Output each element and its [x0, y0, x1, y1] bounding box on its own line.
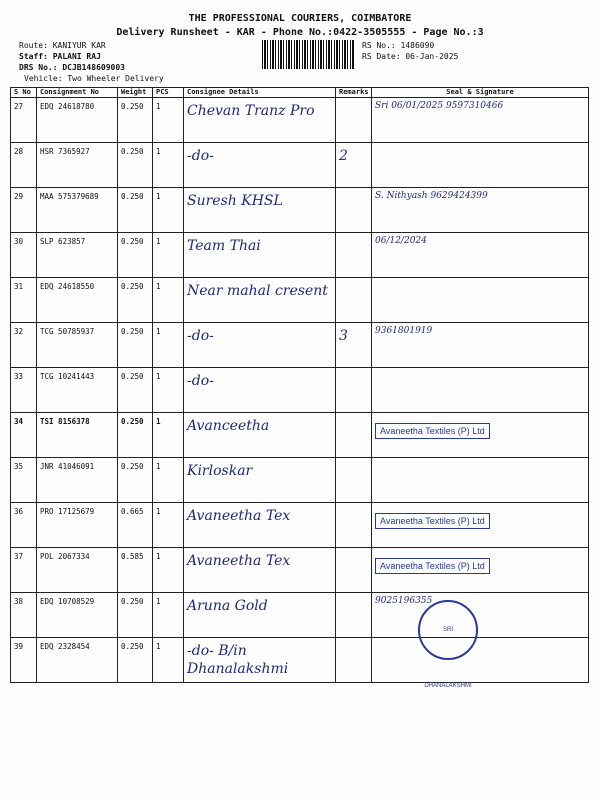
row-sno: 27 [11, 98, 37, 143]
row-pcs: 1 [153, 503, 184, 548]
row-pcs: 1 [153, 143, 184, 188]
row-signature [372, 548, 589, 593]
row-pcs: 1 [153, 638, 184, 683]
table-row [11, 278, 589, 323]
company-stamp: Avaneetha Textiles (P) Ltd [375, 513, 490, 529]
table-row [11, 548, 589, 593]
table-row [11, 233, 589, 278]
row-weight: 0.250 [118, 233, 153, 278]
row-pcs: 1 [153, 188, 184, 233]
row-pcs: 1 [153, 458, 184, 503]
row-sno: 37 [11, 548, 37, 593]
table-row [11, 503, 589, 548]
runsheet-subtitle: Delivery Runsheet - KAR - Phone No.:0422-3505555 - Page No.:3 [116, 27, 484, 38]
table-row [11, 413, 589, 458]
runsheet-table [10, 87, 589, 683]
row-pcs: 1 [153, 98, 184, 143]
table-row [11, 593, 589, 638]
row-weight: 0.585 [118, 548, 153, 593]
row-consignment-no: EDQ 10708529 [37, 593, 118, 638]
table-row [11, 458, 589, 503]
row-remarks [336, 503, 372, 548]
row-weight: 0.250 [118, 143, 153, 188]
row-remarks [336, 593, 372, 638]
row-remarks [336, 98, 372, 143]
row-consignment-no: TCG 10241443 [37, 368, 118, 413]
table-row [11, 98, 589, 143]
row-sno: 28 [11, 143, 37, 188]
row-remarks [336, 548, 372, 593]
row-weight: 0.250 [118, 413, 153, 458]
table-row [11, 368, 589, 413]
runsheet-title: THE PROFESSIONAL COURIERS, COIMBATORE [188, 13, 412, 24]
row-weight: 0.665 [118, 503, 153, 548]
row-remarks: 3 [336, 323, 372, 368]
row-pcs: 1 [153, 278, 184, 323]
row-sno: 38 [11, 593, 37, 638]
row-signature: S. Nithyash 9629424399 [372, 188, 589, 233]
row-consignee: -do- [184, 143, 336, 188]
row-pcs: 1 [153, 593, 184, 638]
row-weight: 0.250 [118, 188, 153, 233]
row-weight: 0.250 [118, 323, 153, 368]
row-signature [372, 368, 589, 413]
row-weight: 0.250 [118, 278, 153, 323]
row-signature: 9025196355 [372, 593, 589, 638]
staff-label: Staff: PALANI RAJ [19, 52, 101, 61]
row-signature [372, 278, 589, 323]
row-weight: 0.250 [118, 638, 153, 683]
row-sno: 33 [11, 368, 37, 413]
col-consignment: Consignment No [37, 88, 118, 98]
row-consignment-no: JNR 41046091 [37, 458, 118, 503]
row-pcs: 1 [153, 548, 184, 593]
row-consignment-no: SLP 623857 [37, 233, 118, 278]
row-consignment-no: PRO 17125679 [37, 503, 118, 548]
row-sno: 29 [11, 188, 37, 233]
row-sno: 30 [11, 233, 37, 278]
col-sno: S No [11, 88, 37, 98]
row-remarks [336, 458, 372, 503]
row-consignee: Avaneetha Tex [184, 503, 336, 548]
row-consignee: Avaneetha Tex [184, 548, 336, 593]
row-sno: 31 [11, 278, 37, 323]
row-consignment-no: HSR 7365927 [37, 143, 118, 188]
table-row [11, 323, 589, 368]
row-signature: 06/12/2024 [372, 233, 589, 278]
col-consignee: Consignee Details [184, 88, 336, 98]
row-weight: 0.250 [118, 458, 153, 503]
row-signature [372, 458, 589, 503]
row-signature [372, 413, 589, 458]
rs-number: RS No.: 1486090 [362, 41, 435, 50]
row-consignee: Near mahal cresent [184, 278, 336, 323]
row-remarks [336, 368, 372, 413]
row-signature: 9361801919 [372, 323, 589, 368]
row-consignee: Suresh KHSL [184, 188, 336, 233]
route-label: Route: KANIYUR KAR [19, 41, 106, 50]
row-remarks: 2 [336, 143, 372, 188]
col-remarks: Remarks [336, 88, 372, 98]
row-sno: 35 [11, 458, 37, 503]
row-remarks [336, 188, 372, 233]
row-consignee: Avanceetha [184, 413, 336, 458]
row-remarks [336, 413, 372, 458]
row-consignee: -do- B/in Dhanalakshmi [184, 638, 336, 683]
row-remarks [336, 233, 372, 278]
drs-label: DRS No.: DCJB148609003 [19, 63, 125, 72]
company-stamp: Avaneetha Textiles (P) Ltd [375, 423, 490, 439]
row-remarks [336, 278, 372, 323]
row-pcs: 1 [153, 233, 184, 278]
col-pcs: PCS [153, 88, 184, 98]
row-sno: 32 [11, 323, 37, 368]
row-pcs: 1 [153, 368, 184, 413]
row-consignment-no: TCG 50785937 [37, 323, 118, 368]
row-weight: 0.250 [118, 98, 153, 143]
row-consignee: Kirloskar [184, 458, 336, 503]
barcode [262, 40, 354, 69]
row-signature [372, 638, 589, 683]
row-sno: 36 [11, 503, 37, 548]
row-consignee: -do- [184, 323, 336, 368]
row-sno: 34 [11, 413, 37, 458]
table-row [11, 143, 589, 188]
row-pcs: 1 [153, 413, 184, 458]
col-signature: Seal & Signature [372, 88, 589, 98]
row-sno: 39 [11, 638, 37, 683]
row-consignee: Team Thai [184, 233, 336, 278]
row-remarks [336, 638, 372, 683]
row-consignment-no: EDQ 24618550 [37, 278, 118, 323]
row-weight: 0.250 [118, 593, 153, 638]
rs-date: RS Date: 06-Jan-2025 [362, 52, 459, 61]
col-weight: Weight [118, 88, 153, 98]
company-seal: SRI DHANALAKSHMI [418, 600, 478, 660]
row-signature [372, 503, 589, 548]
table-row [11, 188, 589, 233]
company-stamp: Avaneetha Textiles (P) Ltd [375, 558, 490, 574]
row-signature: Sri 06/01/2025 9597310466 [372, 98, 589, 143]
table-header-row [11, 88, 589, 98]
row-consignment-no: EDQ 24618780 [37, 98, 118, 143]
row-consignee: -do- [184, 368, 336, 413]
row-consignment-no: TSI 8156378 [37, 413, 118, 458]
row-signature [372, 143, 589, 188]
row-consignee: Chevan Tranz Pro [184, 98, 336, 143]
row-consignment-no: POL 2067334 [37, 548, 118, 593]
row-consignment-no: EDQ 2328454 [37, 638, 118, 683]
vehicle-label: Vehicle: Two Wheeler Delivery [24, 74, 164, 83]
row-consignment-no: MAA 575379689 [37, 188, 118, 233]
table-row [11, 638, 589, 683]
row-weight: 0.250 [118, 368, 153, 413]
row-pcs: 1 [153, 323, 184, 368]
row-consignee: Aruna Gold [184, 593, 336, 638]
